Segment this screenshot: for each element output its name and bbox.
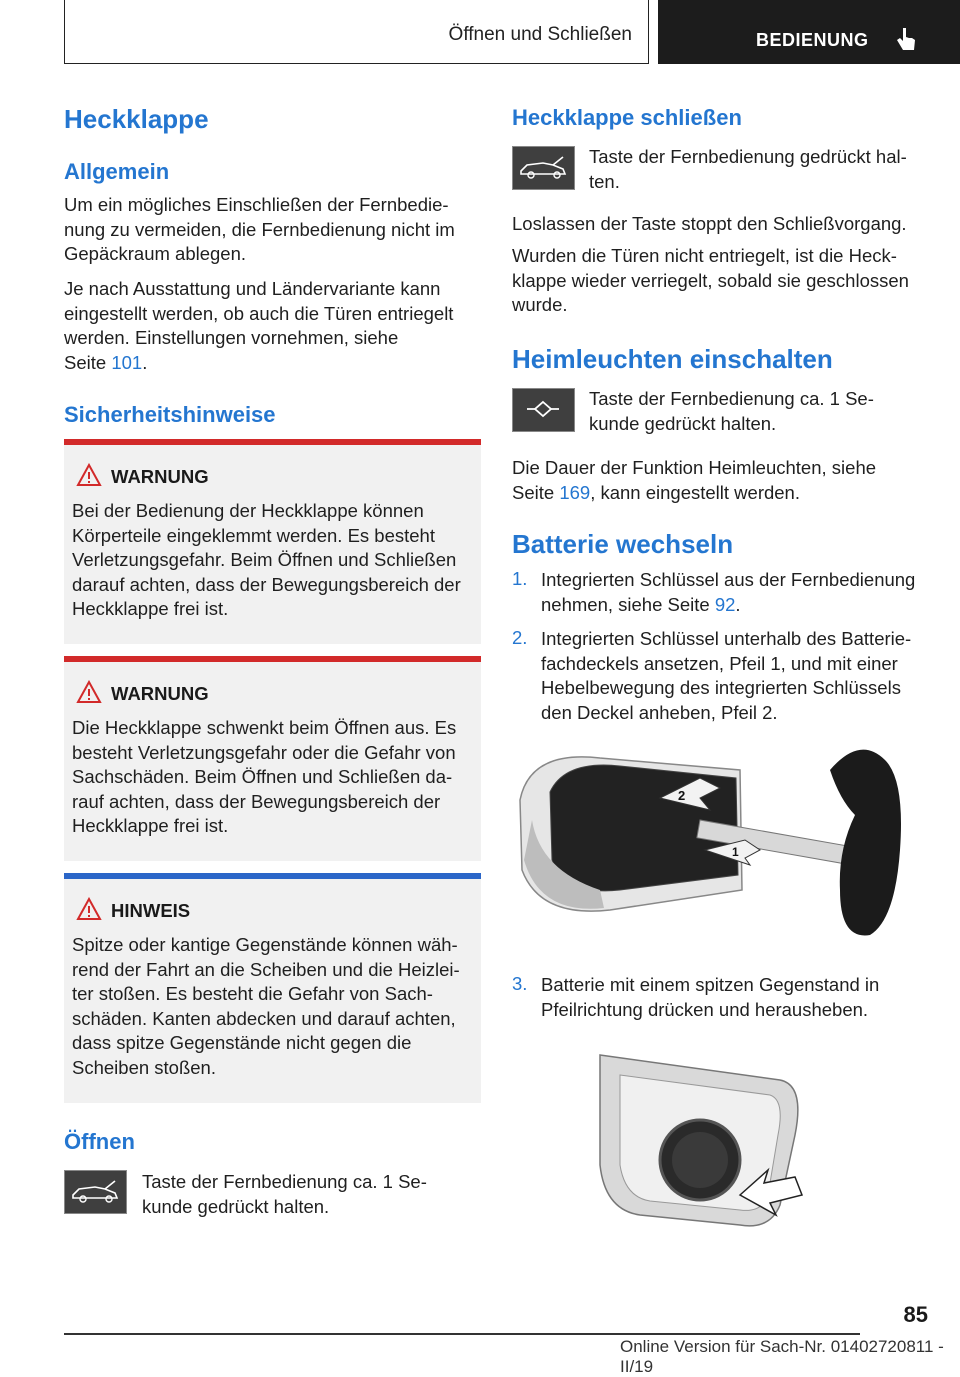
warning-title: WARNUNG [111, 466, 209, 487]
warning-bar [64, 439, 481, 445]
notice-title: HINWEIS [111, 900, 191, 921]
heimleuchten-paragraph: Die Dauer der Funktion Heimleuchten, siehe Seite 169, kann eingestellt werden. [512, 457, 877, 503]
battery-compartment-illustration [580, 1045, 820, 1235]
step-text: Batterie mit einem spitzen Gegenstand in Pfeilrichtung drücken und herausheben. [541, 974, 880, 1020]
page-number: 85 [903, 1302, 928, 1327]
page-link-169[interactable]: 169 [559, 481, 591, 503]
step-number: 3. [512, 973, 528, 994]
warning-box-1 [64, 439, 481, 644]
schliessen-paragraph-1: Loslassen der Taste stoppt den Schließvorgang. [512, 213, 907, 234]
warning-title: WARNUNG [111, 683, 209, 704]
key-fob-opening-illustration [510, 740, 910, 950]
page-link-92[interactable]: 92 [714, 593, 736, 615]
header-section-box [64, 0, 649, 64]
footer-text: Online Version für Sach-Nr. 01402720811 - II/19 [620, 1337, 944, 1376]
warning-bar [64, 656, 481, 662]
arrow-label-1: 1 [732, 845, 739, 859]
step-text: Integrierten Schlüssel unterhalb des Batterie- fachdeckels ansetzen, Pfeil 1, und mit einer Hebelbewegung des integrierten Schlüssels den Deckel anheben, Pfeil 2. [541, 628, 912, 723]
header-chapter-tab [658, 0, 960, 64]
notice-text: Spitze oder kantige Gegenstände können wäh- rend der Fahrt an die Scheiben und die Heizlei- ter stoßen. Es besteht die Gefahr von Sach- schäden. Kanten abdecken und darauf achten, dass spitze Gegenstände nicht gegen die Scheiben stoßen. [72, 934, 460, 1078]
hand-pointer-icon [894, 26, 918, 54]
schliessen-paragraph-2: Wurden die Türen nicht entriegelt, ist die Heck- klappe wieder verriegelt, sobald sie geschlossen wurde. [512, 245, 909, 315]
allgemein-paragraph-1: Um ein mögliches Einschließen der Fernbedie- nung zu vermeiden, die Fernbedienung nicht im Gepäckraum ablegen. [64, 194, 455, 264]
warning-triangle-icon [76, 463, 102, 487]
footer-divider [64, 1333, 860, 1335]
heading-oeffnen: Öffnen [64, 1129, 135, 1154]
warning-text: Bei der Bedienung der Heckklappe können Körperteile eingeklemmt werden. Es besteht Verletzungsgefahr. Beim Öffnen und Schließen darauf achten, dass der Bewegungsbereich der Heckklappe frei ist. [72, 500, 461, 619]
schliessen-icon-text: Taste der Fernbedienung gedrückt hal- ten. [589, 146, 907, 192]
header-chapter-label: BEDIENUNG [756, 30, 869, 50]
notice-box [64, 873, 481, 1103]
page-title: Heckklappe [64, 104, 209, 134]
header-section-title: Öffnen und Schließen [448, 24, 632, 45]
arrow-label-2: 2 [678, 788, 686, 803]
trunk-button-icon [512, 146, 575, 190]
oeffnen-text: Taste der Fernbedienung ca. 1 Se- kunde gedrückt halten. [142, 1171, 427, 1217]
heading-allgemein: Allgemein [64, 159, 170, 184]
heading-batterie-wechseln: Batterie wechseln [512, 529, 734, 559]
allgemein-paragraph-2: Je nach Ausstattung und Ländervariante kann eingestellt werden, ob auch die Türen entriegelt werden. Einstellungen vornehmen, siehe Seite 101. [64, 278, 454, 373]
headlight-button-icon [512, 388, 575, 432]
heimleuchten-icon-text: Taste der Fernbedienung ca. 1 Se- kunde gedrückt halten. [589, 388, 874, 434]
step-text: Integrierten Schlüssel aus der Fernbedienung nehmen, siehe Seite 92. [541, 569, 916, 615]
heading-sicherheitshinweise: Sicherheitshinweise [64, 402, 276, 427]
heading-heimleuchten: Heimleuchten einschalten [512, 344, 833, 374]
warning-box-2 [64, 656, 481, 861]
warning-text: Die Heckklappe schwenkt beim Öffnen aus. Es besteht Verletzungsgefahr oder die Gefahr von Sachschäden. Beim Öffnen und Schließen da- rauf achten, dass der Bewegungsbereich der Heckklappe frei ist. [72, 717, 457, 836]
trunk-button-icon [64, 1170, 127, 1214]
page-link-101[interactable]: 101 [111, 351, 143, 373]
warning-triangle-icon [76, 680, 102, 704]
step-number: 1. [512, 568, 528, 589]
heading-heckklappe-schliessen: Heckklappe schließen [512, 105, 742, 130]
notice-bar [64, 873, 481, 879]
step-number: 2. [512, 627, 528, 648]
warning-triangle-icon [76, 897, 102, 921]
